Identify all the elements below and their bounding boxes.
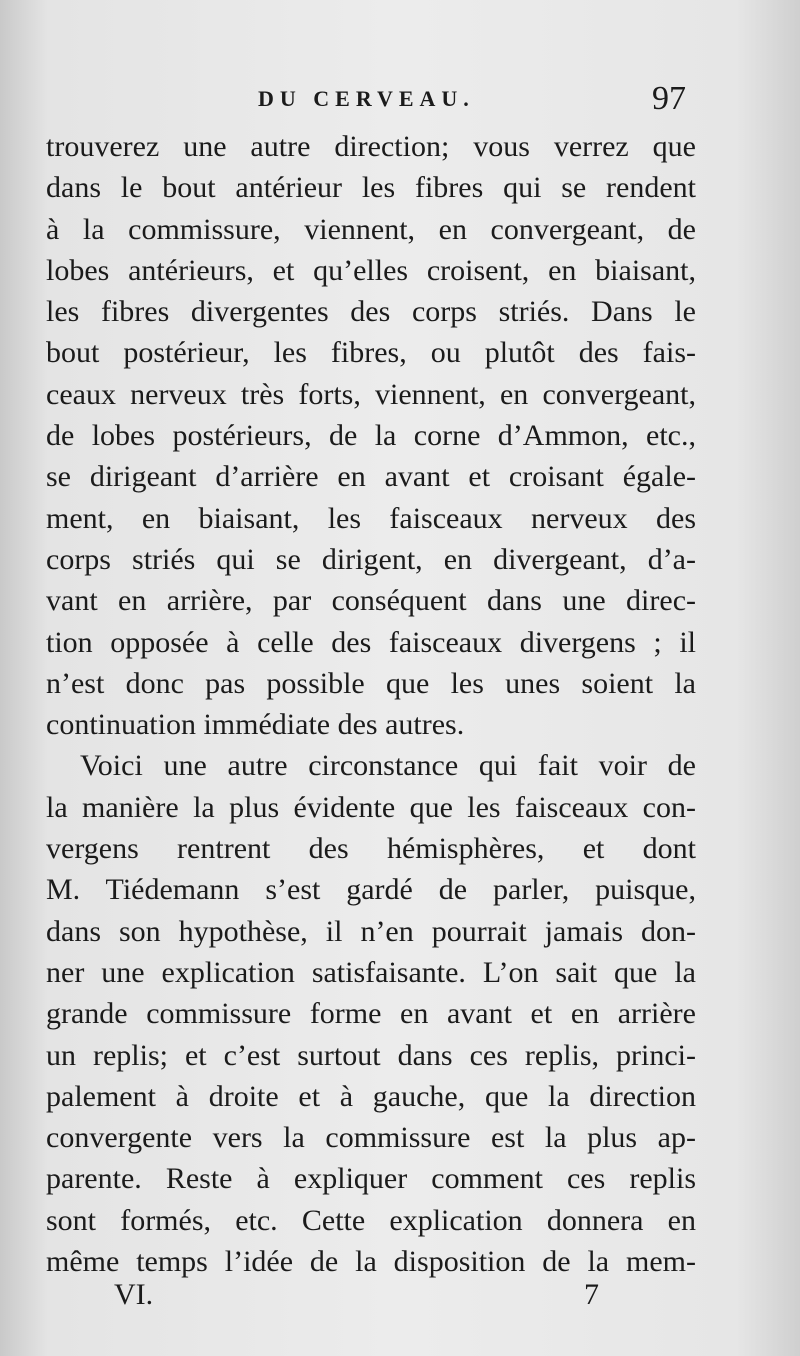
text-line: lobes antérieurs, et qu’elles croisent, en biaisant, [46,253,696,287]
text-line: la manière la plus évidente que les faisceaux con- [46,790,696,824]
text-line: même temps l’idée de la disposition de la mem- [46,1245,696,1279]
text-line: ceaux nerveux très forts, viennent, en convergeant, [46,377,696,411]
text-line: sont formés, etc. Cette explication donnera en [46,1203,696,1237]
text-line: ner une explication satisfaisante. L’on sait que la [46,955,696,989]
text-line: continuation immédiate des autres. [46,708,465,742]
text-line: palement à droite et à gauche, que la direction [46,1079,696,1113]
text-line: tion opposée à celle des faisceaux divergens ; il [46,625,696,659]
text-line: convergente vers la commissure est la plus ap- [46,1121,696,1155]
paragraph-2 [46,745,696,1282]
gathering-number: 7 [584,1278,599,1311]
text-line: dans son hypothèse, il n’en pourrait jamais don- [46,914,696,948]
text-line: les fibres divergentes des corps striés. Dans le [46,295,696,329]
text-line: dans le bout antérieur les fibres qui se rendent [46,171,696,205]
text-line: grande commissure forme en avant et en arrière [46,997,696,1031]
text-line: de lobes postérieurs, de la corne d’Ammon, etc., [46,419,696,453]
signature-mark: VI. [114,1278,154,1311]
text-line: bout postérieur, les fibres, ou plutôt des fais- [46,336,696,370]
text-line: Voici une autre circonstance qui fait voir de [80,749,696,783]
text-line: ment, en biaisant, les faisceaux nerveux des [46,501,696,535]
text-line: un replis; et c’est surtout dans ces replis, princi- [46,1038,696,1072]
text-line: M. Tiédemann s’est gardé de parler, puisque, [46,873,696,907]
running-title: DU CERVEAU. [258,86,475,111]
text-line: vant en arrière, par conséquent dans une direc- [46,584,696,618]
running-head [0,82,800,122]
text-line: trouverez une autre direction; vous verrez que [46,130,696,163]
paragraph-1 [46,126,696,745]
text-line: vergens rentrent des hémisphères, et dont [46,832,696,866]
page-number: 97 [652,80,686,117]
text-line: parente. Reste à expliquer comment ces replis [46,1162,696,1196]
body-text [46,126,696,1282]
text-line: n’est donc pas possible que les unes soient la [46,666,696,700]
text-line: corps striés qui se dirigent, en divergeant, d’a- [46,542,696,576]
page-footer [0,1272,800,1322]
text-line: se dirigeant d’arrière en avant et croisant égale- [46,460,696,494]
text-line: à la commissure, viennent, en convergeant, de [46,212,696,246]
